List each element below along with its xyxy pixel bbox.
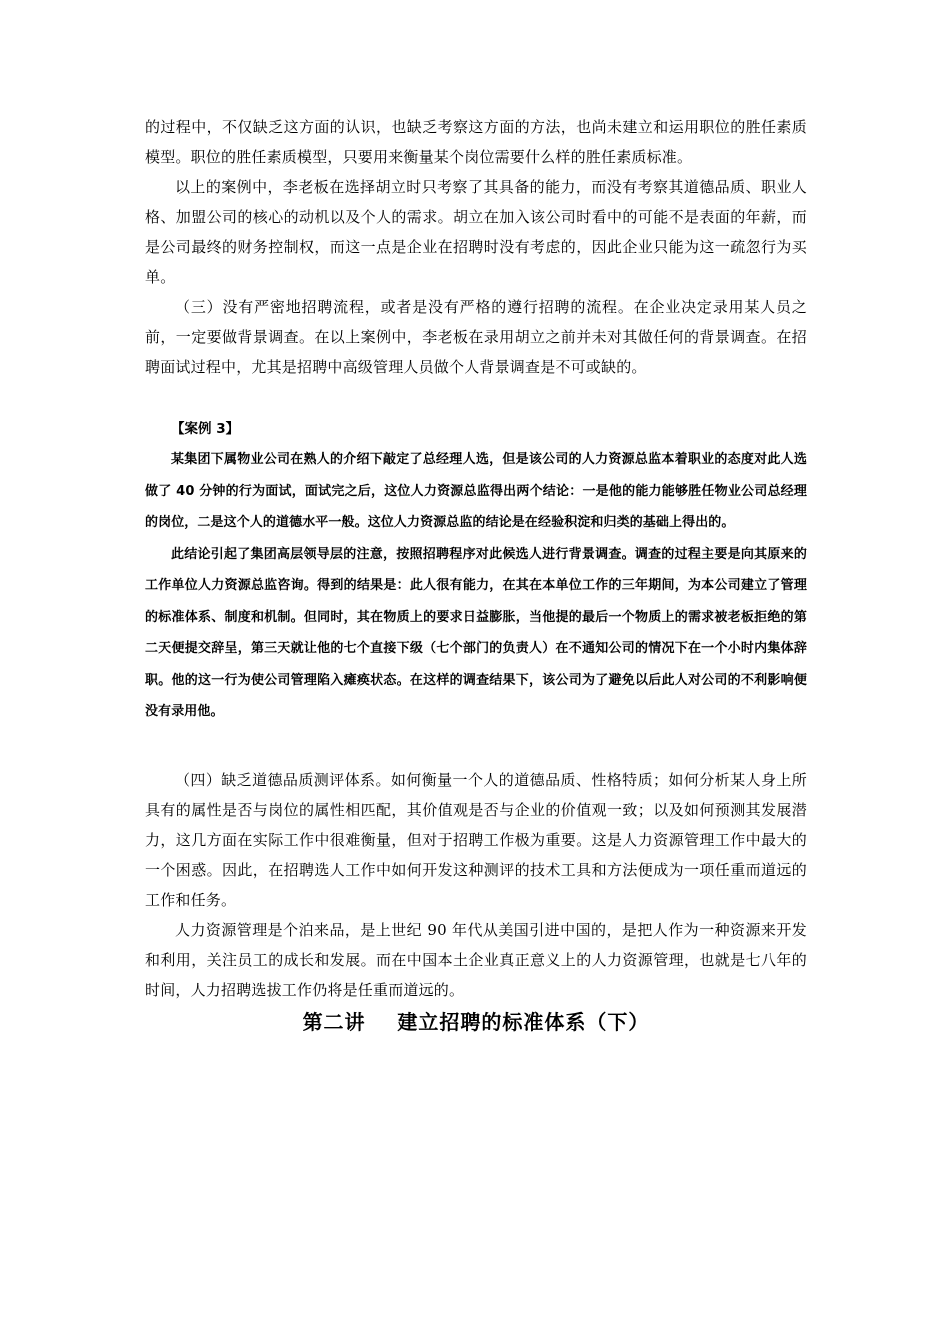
lecture-heading: 第二讲 建立招聘的标准体系（下）: [302, 1009, 650, 1034]
paragraph-case-analysis: 以上的案例中，李老板在选择胡立时只考察了其具备的能力，而没有考察其道德品质、职业人格、加盟公司的核心的动机以及个人的需求。胡立在加入该公司时看中的可能不是表面的年薪，而是公司最终的财务控制权，而这一点是企业在招聘时没有考虑的，因此企业只能为这一疏忽行为买单。: [145, 178, 807, 286]
section-spacer: [145, 728, 807, 765]
case-heading: 【案例 3】: [171, 421, 240, 437]
case-paragraph-2: 此结论引起了集团高层领导层的注意，按照招聘程序对此候选人进行背景调查。调查的过程主要是向其原来的工作单位人力资源总监咨询。得到的结果是：此人很有能力，在其在本单位工作的三年期间，为本公司建立了管理的标准体系、制度和机制。但同时，其在物质上的要求日益膨胀，当他提的最后一个物质上的需求被老板拒绝的第二天便提交辞呈，第三天就让他的七个直接下级（七个部门的负责人）在不通知公司的情况下在一个小时内集体辞职。他的这一行为使公司管理陷入瘫痪状态。在这样的调查结果下，该公司为了避免以后此人对公司的不利影响便没有录用他。: [145, 546, 807, 719]
document-page: [145, 112, 807, 1037]
paragraph-hr-history: 人力资源管理是个泊来品，是上世纪 90 年代从美国引进中国的，是把人作为一种资源来开发和利用，关注员工的成长和发展。而在中国本土企业真正意义上的人力资源管理，也就是七八年的时间，人力招聘选拔工作仍将是任重而道远的。: [145, 920, 807, 999]
case-paragraph-1: 某集团下属物业公司在熟人的介绍下敲定了总经理人选，但是该公司的人力资源总监本着职业的态度对此人选做了 40 分钟的行为面试，面试完之后，这位人力资源总监得出两个结论：一是他的能力能够胜任物业公司总经理的岗位，二是这个人的道德水平一般。这位人力资源总监的结论是在经验积淀和归类的基础上得出的。: [145, 452, 807, 530]
paragraph-continuation: 的过程中，不仅缺乏这方面的认识，也缺乏考察这方面的方法，也尚未建立和运用职位的胜任素质模型。职位的胜任素质模型，只要用来衡量某个岗位需要什么样的胜任素质标准。: [145, 118, 807, 166]
paragraph-point-three: （三）没有严密地招聘流程，或者是没有严格的遵行招聘的流程。在企业决定录用某人员之前，一定要做背景调查。在以上案例中，李老板在录用胡立之前并未对其做任何的背景调查。在招聘面试过程中，尤其是招聘中高级管理人员做个人背景调查是不可或缺的。: [145, 298, 807, 376]
paragraph-point-four: （四）缺乏道德品质测评体系。如何衡量一个人的道德品质、性格特质；如何分析某人身上所具有的属性是否与岗位的属性相匹配，其价值观是否与企业的价值观一致；以及如何预测其发展潜力，这几方面在实际工作中很难衡量，但对于招聘工作极为重要。这是人力资源管理工作中最大的一个困惑。因此，在招聘选人工作中如何开发这种测评的技术工具和方法便成为一项任重而道远的工作和任务。: [145, 770, 807, 909]
